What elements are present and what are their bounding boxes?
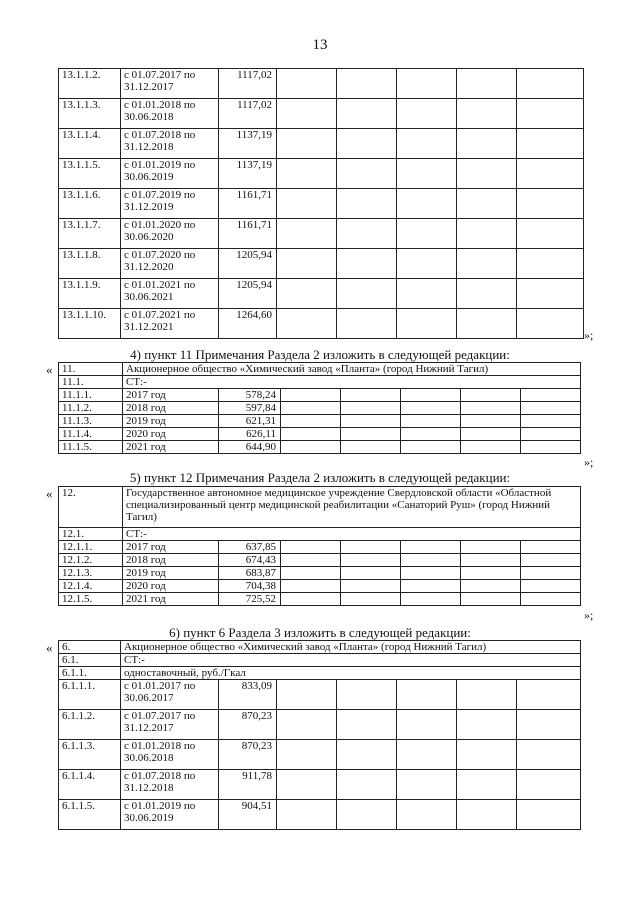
- empty-cell: [281, 554, 341, 567]
- empty-cell: [521, 580, 581, 593]
- row-period: с 01.01.2019 по 30.06.2019: [121, 800, 219, 830]
- empty-cell: [461, 567, 521, 580]
- table-row: [59, 770, 581, 800]
- table-row: [59, 554, 581, 567]
- row-code: 13.1.1.8.: [59, 249, 121, 279]
- closing-quote-3: »;: [584, 608, 594, 622]
- empty-cell: [337, 99, 397, 129]
- empty-cell: [281, 580, 341, 593]
- row-value: 904,51: [219, 800, 277, 830]
- empty-cell: [521, 554, 581, 567]
- empty-cell: [517, 249, 584, 279]
- empty-cell: [457, 249, 517, 279]
- row-period: с 01.07.2017 по 31.12.2017: [121, 69, 219, 99]
- empty-cell: [341, 554, 401, 567]
- empty-cell: [521, 567, 581, 580]
- empty-cell: [281, 593, 341, 606]
- empty-cell: [277, 680, 337, 710]
- empty-cell: [517, 189, 584, 219]
- empty-cell: [397, 219, 457, 249]
- empty-cell: [337, 680, 397, 710]
- empty-cell: [401, 593, 461, 606]
- empty-cell: [401, 415, 461, 428]
- text: Акционерное общество «Химический завод «Планта» (город Нижний Тагил): [121, 641, 581, 654]
- opening-quote-4: «: [46, 640, 53, 655]
- table-row: [59, 740, 581, 770]
- empty-cell: [397, 710, 457, 740]
- row-code: 12.1.5.: [59, 593, 123, 606]
- row-year: 2018 год: [123, 402, 219, 415]
- row-value: 578,24: [219, 389, 281, 402]
- table-row: [59, 249, 584, 279]
- empty-cell: [521, 428, 581, 441]
- row-period: с 01.07.2020 по 31.12.2020: [121, 249, 219, 279]
- row-year: 2017 год: [123, 389, 219, 402]
- header-code: 12.: [59, 487, 123, 528]
- empty-cell: [341, 580, 401, 593]
- empty-cell: [277, 309, 337, 339]
- empty-cell: [457, 279, 517, 309]
- text: одноставочный, руб./Гкал: [121, 667, 581, 680]
- row-value: 626,11: [219, 428, 281, 441]
- table-row: [59, 99, 584, 129]
- row-code: 6.1.1.4.: [59, 770, 121, 800]
- row-value: 644,90: [219, 441, 281, 454]
- empty-cell: [281, 541, 341, 554]
- empty-cell: [461, 580, 521, 593]
- row-value: 1137,19: [219, 159, 277, 189]
- empty-cell: [281, 402, 341, 415]
- closing-quote-1: »;: [584, 328, 594, 342]
- page-number: 13: [312, 37, 328, 53]
- empty-cell: [517, 219, 584, 249]
- empty-cell: [277, 710, 337, 740]
- row-value: 597,84: [219, 402, 281, 415]
- empty-cell: [457, 710, 517, 740]
- empty-cell: [397, 249, 457, 279]
- row-period: с 01.01.2018 по 30.06.2018: [121, 740, 219, 770]
- table-row: [59, 69, 584, 99]
- empty-cell: [341, 441, 401, 454]
- opening-quote-2: «: [46, 362, 53, 377]
- row-code: 11.1.3.: [59, 415, 123, 428]
- row-code: 13.1.1.5.: [59, 159, 121, 189]
- empty-cell: [457, 770, 517, 800]
- row-value: 1205,94: [219, 249, 277, 279]
- closing-quote-2: »;: [584, 455, 594, 469]
- empty-cell: [341, 428, 401, 441]
- empty-cell: [461, 554, 521, 567]
- code: 6.1.1.: [59, 667, 121, 680]
- table-row: [59, 219, 584, 249]
- empty-cell: [461, 541, 521, 554]
- header-code: 11.: [59, 363, 123, 376]
- empty-cell: [457, 800, 517, 830]
- row-period: с 01.07.2018 по 31.12.2018: [121, 129, 219, 159]
- table-row: [59, 189, 584, 219]
- empty-cell: [521, 415, 581, 428]
- empty-cell: [461, 415, 521, 428]
- row-period: с 01.01.2021 по 30.06.2021: [121, 279, 219, 309]
- sub-text: СТ:-: [123, 528, 581, 541]
- row-value: 1205,94: [219, 279, 277, 309]
- empty-cell: [517, 710, 581, 740]
- empty-cell: [521, 541, 581, 554]
- empty-cell: [277, 69, 337, 99]
- empty-cell: [277, 129, 337, 159]
- empty-cell: [277, 159, 337, 189]
- empty-cell: [401, 441, 461, 454]
- row-period: с 01.01.2019 по 30.06.2019: [121, 159, 219, 189]
- empty-cell: [457, 680, 517, 710]
- empty-cell: [461, 441, 521, 454]
- empty-cell: [337, 159, 397, 189]
- row-code: 6.1.1.5.: [59, 800, 121, 830]
- empty-cell: [457, 159, 517, 189]
- empty-cell: [281, 415, 341, 428]
- empty-cell: [397, 800, 457, 830]
- table-row: [59, 580, 581, 593]
- code: 6.1.: [59, 654, 121, 667]
- empty-cell: [277, 800, 337, 830]
- empty-cell: [397, 309, 457, 339]
- instruction-4: 4) пункт 11 Примечания Раздела 2 изложить в следующей редакции:: [130, 347, 510, 362]
- empty-cell: [281, 441, 341, 454]
- sub-code: 12.1.: [59, 528, 123, 541]
- row-code: 13.1.1.2.: [59, 69, 121, 99]
- row-code: 12.1.1.: [59, 541, 123, 554]
- empty-cell: [337, 69, 397, 99]
- empty-cell: [457, 189, 517, 219]
- row-code: 11.1.5.: [59, 441, 123, 454]
- empty-cell: [397, 740, 457, 770]
- row-value: 911,78: [219, 770, 277, 800]
- table-row: [59, 402, 581, 415]
- empty-cell: [277, 219, 337, 249]
- empty-cell: [457, 309, 517, 339]
- row-year: 2021 год: [123, 593, 219, 606]
- row-period: с 01.01.2018 по 30.06.2018: [121, 99, 219, 129]
- table-row: [59, 415, 581, 428]
- header-text: Акционерное общество «Химический завод «Планта» (город Нижний Тагил): [123, 363, 581, 376]
- row-year: 2019 год: [123, 567, 219, 580]
- row-value: 621,31: [219, 415, 281, 428]
- empty-cell: [277, 740, 337, 770]
- empty-cell: [461, 402, 521, 415]
- row-code: 12.1.2.: [59, 554, 123, 567]
- empty-cell: [461, 389, 521, 402]
- tariff-table-12: [58, 486, 581, 606]
- empty-cell: [397, 279, 457, 309]
- row-value: 674,43: [219, 554, 281, 567]
- row-period: с 01.01.2017 по 30.06.2017: [121, 680, 219, 710]
- empty-cell: [517, 99, 584, 129]
- table-row: [59, 710, 581, 740]
- row-period: с 01.07.2017 по 31.12.2017: [121, 710, 219, 740]
- empty-cell: [397, 69, 457, 99]
- row-value: 833,09: [219, 680, 277, 710]
- row-value: 683,87: [219, 567, 281, 580]
- empty-cell: [521, 389, 581, 402]
- row-code: 13.1.1.4.: [59, 129, 121, 159]
- row-value: 1161,71: [219, 219, 277, 249]
- empty-cell: [277, 249, 337, 279]
- row-value: 1137,19: [219, 129, 277, 159]
- empty-cell: [341, 402, 401, 415]
- instruction-6: 6) пункт 6 Раздела 3 изложить в следующей редакции:: [169, 625, 471, 640]
- row-period: с 01.07.2019 по 31.12.2019: [121, 189, 219, 219]
- row-code: 13.1.1.10.: [59, 309, 121, 339]
- row-value: 870,23: [219, 740, 277, 770]
- header-row: [59, 363, 581, 376]
- empty-cell: [517, 129, 584, 159]
- table-row: [59, 279, 584, 309]
- table-row: [59, 680, 581, 710]
- table-row: [59, 129, 584, 159]
- header-text: Государственное автономное медицинское учреждение Свердловской области «Областной специализированный центр медицинской реабилитации «Санаторий Руш» (город Нижний Тагил): [123, 487, 581, 528]
- row-value: 1161,71: [219, 189, 277, 219]
- empty-cell: [517, 800, 581, 830]
- row-code: 13.1.1.9.: [59, 279, 121, 309]
- empty-cell: [461, 428, 521, 441]
- row-period: с 01.07.2021 по 31.12.2021: [121, 309, 219, 339]
- empty-cell: [517, 680, 581, 710]
- empty-cell: [337, 249, 397, 279]
- row-value: 725,52: [219, 593, 281, 606]
- row-year: 2018 год: [123, 554, 219, 567]
- empty-cell: [517, 770, 581, 800]
- row-year: 2017 год: [123, 541, 219, 554]
- header-row: [59, 487, 581, 528]
- row-year: 2019 год: [123, 415, 219, 428]
- empty-cell: [337, 219, 397, 249]
- row-code: 13.1.1.7.: [59, 219, 121, 249]
- empty-cell: [401, 541, 461, 554]
- row-year: 2020 год: [123, 580, 219, 593]
- empty-cell: [401, 402, 461, 415]
- table-row: [59, 541, 581, 554]
- empty-cell: [337, 800, 397, 830]
- row-period: с 01.07.2018 по 31.12.2018: [121, 770, 219, 800]
- empty-cell: [397, 680, 457, 710]
- empty-cell: [337, 309, 397, 339]
- empty-cell: [341, 567, 401, 580]
- row-code: 12.1.3.: [59, 567, 123, 580]
- row-code: 13.1.1.6.: [59, 189, 121, 219]
- empty-cell: [277, 279, 337, 309]
- row-code: 6.1.1.2.: [59, 710, 121, 740]
- empty-cell: [277, 189, 337, 219]
- empty-cell: [401, 428, 461, 441]
- empty-cell: [457, 219, 517, 249]
- empty-cell: [341, 541, 401, 554]
- empty-cell: [401, 554, 461, 567]
- empty-cell: [277, 770, 337, 800]
- empty-cell: [337, 129, 397, 159]
- row-code: 6.1.1.1.: [59, 680, 121, 710]
- row-value: 1117,02: [219, 69, 277, 99]
- row-value: 637,85: [219, 541, 281, 554]
- empty-cell: [517, 159, 584, 189]
- table-row: [59, 309, 584, 339]
- sub-text: СТ:-: [123, 376, 581, 389]
- table-row: [59, 159, 584, 189]
- empty-cell: [401, 567, 461, 580]
- empty-cell: [281, 428, 341, 441]
- empty-cell: [521, 593, 581, 606]
- tariff-table-6: [58, 640, 581, 830]
- row-year: 2020 год: [123, 428, 219, 441]
- text: СТ:-: [121, 654, 581, 667]
- empty-cell: [401, 580, 461, 593]
- sub-row: [59, 376, 581, 389]
- empty-cell: [397, 129, 457, 159]
- table-row: [59, 800, 581, 830]
- row-value: 1117,02: [219, 99, 277, 129]
- empty-cell: [457, 69, 517, 99]
- sub-code: 11.1.: [59, 376, 123, 389]
- tariff-table-11: [58, 362, 581, 454]
- table-row: [59, 567, 581, 580]
- empty-cell: [337, 740, 397, 770]
- empty-cell: [457, 740, 517, 770]
- table-row: [59, 389, 581, 402]
- empty-cell: [337, 770, 397, 800]
- row-code: 13.1.1.3.: [59, 99, 121, 129]
- table-row: [59, 428, 581, 441]
- empty-cell: [337, 710, 397, 740]
- empty-cell: [341, 593, 401, 606]
- empty-cell: [337, 189, 397, 219]
- empty-cell: [517, 279, 584, 309]
- sub-row: [59, 667, 581, 680]
- empty-cell: [517, 69, 584, 99]
- empty-cell: [461, 593, 521, 606]
- row-value: 1264,60: [219, 309, 277, 339]
- empty-cell: [277, 99, 337, 129]
- empty-cell: [517, 309, 584, 339]
- empty-cell: [281, 567, 341, 580]
- tariff-table-13: [58, 68, 584, 339]
- row-code: 12.1.4.: [59, 580, 123, 593]
- empty-cell: [457, 129, 517, 159]
- instruction-5: 5) пункт 12 Примечания Раздела 2 изложить в следующей редакции:: [129, 470, 511, 485]
- empty-cell: [517, 740, 581, 770]
- sub-row: [59, 654, 581, 667]
- table-row: [59, 441, 581, 454]
- empty-cell: [397, 770, 457, 800]
- row-code: 11.1.2.: [59, 402, 123, 415]
- empty-cell: [341, 389, 401, 402]
- empty-cell: [281, 389, 341, 402]
- empty-cell: [337, 279, 397, 309]
- empty-cell: [397, 189, 457, 219]
- row-code: 11.1.1.: [59, 389, 123, 402]
- row-value: 704,38: [219, 580, 281, 593]
- empty-cell: [521, 441, 581, 454]
- row-code: 6.1.1.3.: [59, 740, 121, 770]
- row-period: с 01.01.2020 по 30.06.2020: [121, 219, 219, 249]
- code: 6.: [59, 641, 121, 654]
- empty-cell: [397, 159, 457, 189]
- empty-cell: [397, 99, 457, 129]
- empty-cell: [521, 402, 581, 415]
- header-row: [59, 641, 581, 654]
- empty-cell: [457, 99, 517, 129]
- empty-cell: [401, 389, 461, 402]
- opening-quote-3: «: [46, 486, 53, 501]
- sub-row: [59, 528, 581, 541]
- row-value: 870,23: [219, 710, 277, 740]
- row-code: 11.1.4.: [59, 428, 123, 441]
- table-row: [59, 593, 581, 606]
- empty-cell: [341, 415, 401, 428]
- row-year: 2021 год: [123, 441, 219, 454]
